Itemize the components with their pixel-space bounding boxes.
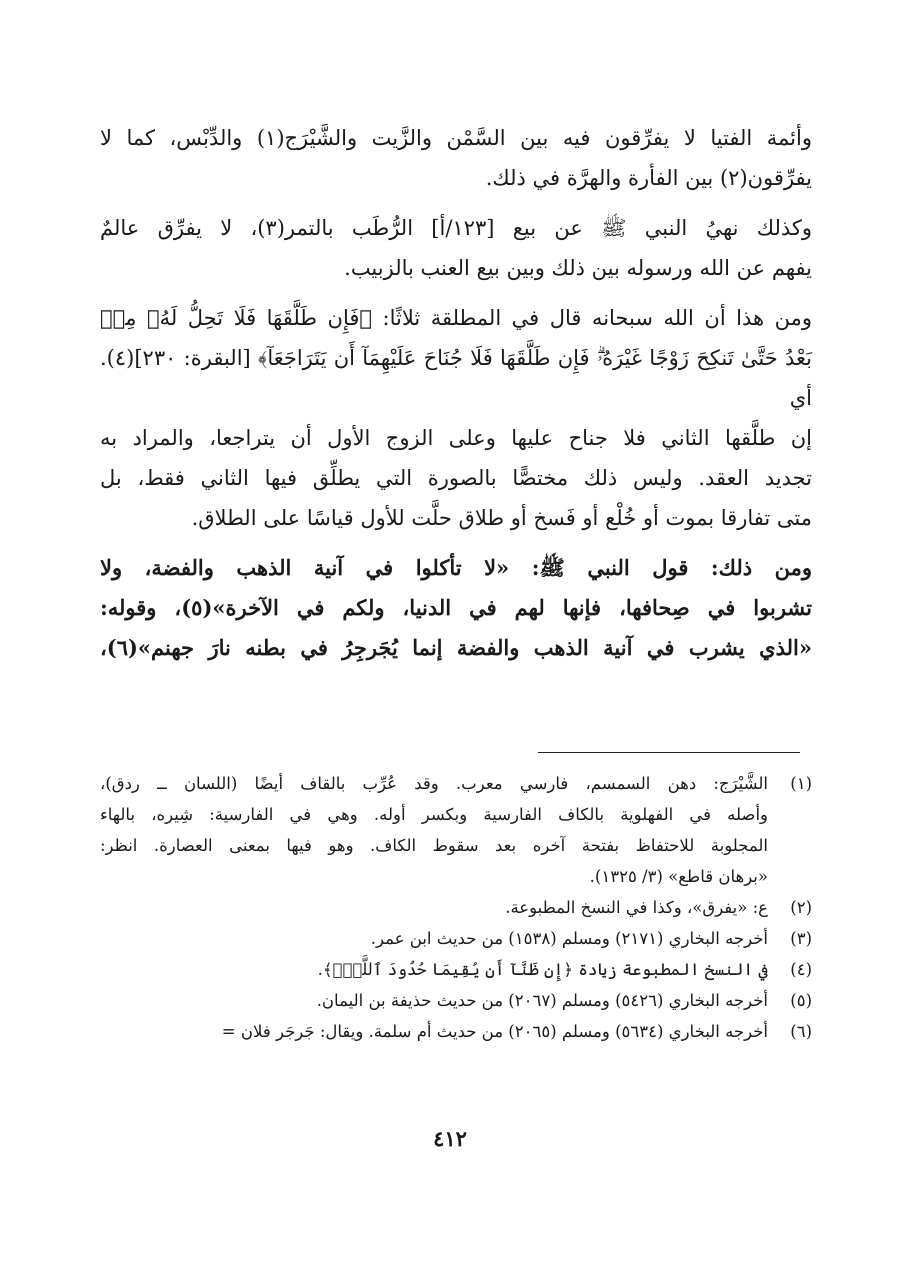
paragraph-4 <box>100 548 812 668</box>
footnote-text <box>100 985 768 1016</box>
text-line: تجديد العقد. وليس ذلك مختصًّا بالصورة التي يطلِّق فيها الثاني فقط، بل <box>100 466 812 490</box>
footnote-text <box>100 1016 768 1047</box>
text-line: يفرِّقون(٢) بين الفأرة والهرَّة في ذلك. <box>485 166 812 190</box>
text-line: ومن هذا أن الله سبحانه قال في المطلقة ثلاثًا: ﴿فَإِن طَلَّقَهَا فَلَا تَحِلُّ لَهُۥ مِنۢ <box>100 306 812 330</box>
footnote-number: (٥) <box>790 991 812 1010</box>
footnote-number: (٣) <box>790 929 812 948</box>
paragraph-3 <box>100 298 812 538</box>
text-line: وكذلك نهيُ النبي ﷺ عن بيع [١٢٣/أ] الرُّطَب بالتمر(٣)، لا يفرِّق عالمٌ <box>100 216 813 240</box>
text-line: وأئمة الفتيا لا يفرِّقون فيه بين السَّمْن والزَّيت والشَّيْرَج(١) والدِّبْس، كما لا <box>100 126 812 150</box>
footnote-text <box>100 923 768 954</box>
footnote-line: وأصله في الفهلوية بالكاف الفارسية وبكسر أوله. وهي في الفارسية: شِيره، بالهاء <box>100 805 768 824</box>
footnote-line: الشَّيْرَج: دهن السمسم، فارسي معرب. وقد عُرِّب بالقاف أيضًا (اللسان ــ ردق)، <box>100 774 768 793</box>
footnote-number: (٦) <box>790 1022 812 1041</box>
text-line: إن طلَّقها الثاني فلا جناح عليها وعلى الزوج الأول أن يتراجعا، والمراد به <box>100 426 812 450</box>
text-line: ومن ذلك: قول النبي ﷺ: «لا تأكلوا في آنية الذهب والفضة، ولا <box>100 555 812 580</box>
footnote-line: أخرجه البخاري (٢١٧١) ومسلم (١٥٣٨) من حديث ابن عمر. <box>370 929 768 948</box>
footnote-line: المجلوبة للاحتفاظ بفتحة آخره بعد سقوط الكاف. وهو فيها بمعنى العصارة. انظر: <box>100 836 768 855</box>
text-line: «الذي يشرب في آنية الذهب والفضة إنما يُجَرجِرُ في بطنه نارَ جهنم»(٦)، <box>100 635 812 660</box>
paragraph-2 <box>100 208 812 288</box>
footnote-line: أخرجه البخاري (٥٤٢٦) ومسلم (٢٠٦٧) من حديث حذيفة بن اليمان. <box>316 991 768 1010</box>
footnote-text <box>100 954 768 985</box>
footnote-number: (٢) <box>790 898 812 917</box>
main-text <box>100 118 812 678</box>
footnote-text <box>100 768 768 892</box>
footnote-divider <box>538 752 800 753</box>
footnote-6 <box>100 1016 812 1047</box>
footnote-line: أخرجه البخاري (٥٦٣٤) ومسلم (٢٠٦٥) من حديث أم سلمة. ويقال: جَرجَر فلان = <box>221 1022 768 1041</box>
text-line: تشربوا في صِحافها، فإنها لهم في الدنيا، ولكم في الآخرة»(٥)، وقوله: <box>100 595 812 620</box>
footnote-text <box>100 892 768 923</box>
footnote-3 <box>100 923 812 954</box>
footnote-number: (١) <box>790 774 812 793</box>
page-number: ٤١٢ <box>433 1126 467 1151</box>
footnote-4 <box>100 954 812 985</box>
footnote-5 <box>100 985 812 1016</box>
text-line: متى تفارقا بموت أو خُلْع أو فَسخ أو طلاق حلَّت للأول قياسًا على الطلاق. <box>191 506 812 530</box>
footnote-line: «برهان قاطع» (٣/ ١٣٢٥). <box>589 867 768 886</box>
footnote-2 <box>100 892 812 923</box>
text-line: بَعْدُ حَتَّىٰ تَنكِحَ زَوْجًا غَيْرَهُۥۗ فَإِن طَلَّقَهَا فَلَا جُنَاحَ عَلَيْهِمَآ أَن يَتَرَاجَعَآ﴾ [البقرة: ٢٣٠](٤). أي <box>100 346 812 410</box>
footnote-1 <box>100 768 812 892</box>
paragraph-1 <box>100 118 812 198</box>
footnote-line: في النسخ المطبوعة زيادة ﴿إِن ظَنَّآ أَن يُقِيمَا حُدُودَ ٱللَّهِۗ﴾. <box>317 960 768 979</box>
footnote-line: ع: «يفرق»، وكذا في النسخ المطبوعة. <box>505 898 768 917</box>
footnotes <box>100 768 812 1047</box>
footnote-number: (٤) <box>790 960 812 979</box>
text-line: يفهم عن الله ورسوله بين ذلك وبين بيع العنب بالزبيب. <box>344 256 812 280</box>
